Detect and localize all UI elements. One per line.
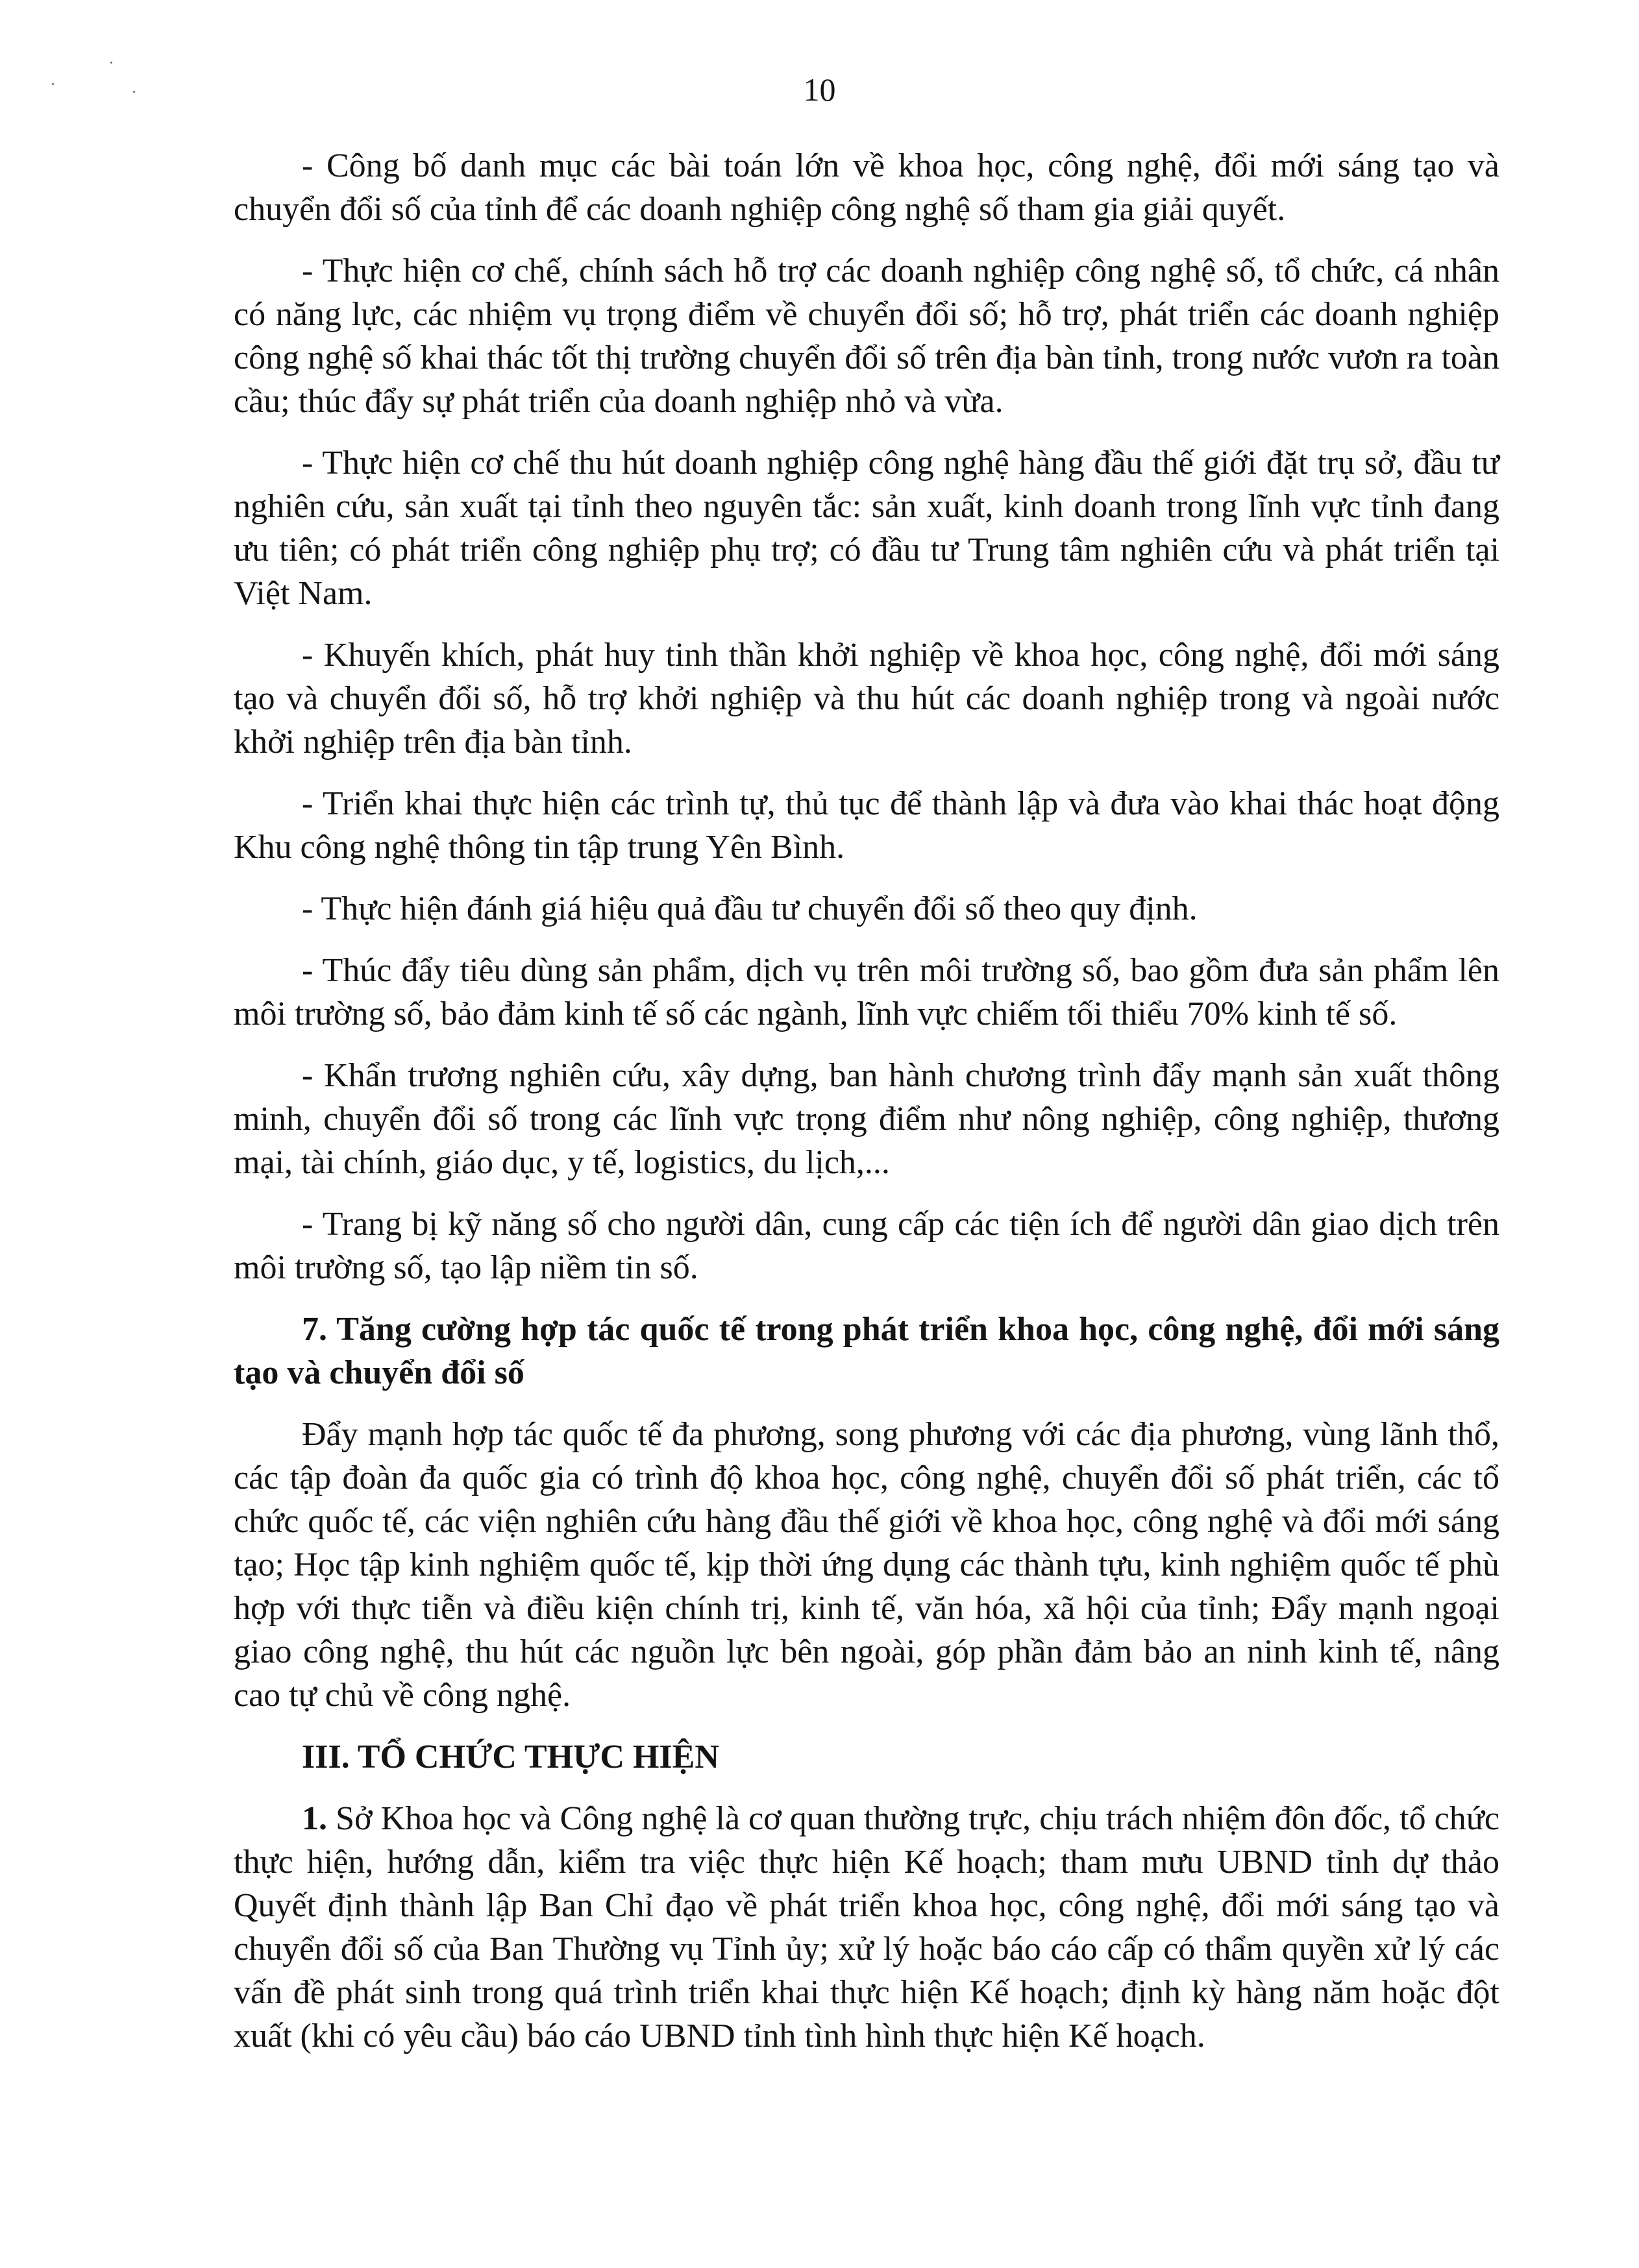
bullet-paragraph: - Khẩn trương nghiên cứu, xây dựng, ban hành chương trình đẩy mạnh sản xuất thông minh, chuyển đổi số trong các lĩnh vực trọng điểm như nông nghiệp, công nghiệp, thương mại, tài chính, giáo dục, y tế, logistics, du lịch,... [234,1057,1499,1181]
item-1-number: 1. [302,1800,327,1837]
bullet-paragraph: - Thực hiện đánh giá hiệu quả đầu tư chuyển đổi số theo quy định. [302,890,1198,927]
page-number: 10 [803,71,836,108]
scan-speck [110,62,112,64]
bullet-paragraph: - Thực hiện cơ chế thu hút doanh nghiệp công nghệ hàng đầu thế giới đặt trụ sở, đầu tư nghiên cứu, sản xuất tại tỉnh theo nguyên tắc: sản xuất, kinh doanh trong lĩnh vực tỉnh đang ưu tiên; có phát triển công nghiệp phụ trợ; có đầu tư Trung tâm nghiên cứu và phát triển tại Việt Nam. [234,445,1499,612]
document-body [234,144,1499,2076]
bullet-paragraph: - Triển khai thực hiện các trình tự, thủ tục để thành lập và đưa vào khai thác hoạt động Khu công nghệ thông tin tập trung Yên Bình. [234,785,1499,866]
item-7-heading: 7. Tăng cường hợp tác quốc tế trong phát triển khoa học, công nghệ, đổi mới sáng tạo và chuyển đổi số [234,1311,1499,1391]
bullet-paragraph: - Thực hiện cơ chế, chính sách hỗ trợ các doanh nghiệp công nghệ số, tổ chức, cá nhân có năng lực, các nhiệm vụ trọng điểm về chuyển đổi số; hỗ trợ, phát triển các doanh nghiệp công nghệ số khai thác tốt thị trường chuyển đổi số trên địa bàn tỉnh, trong nước vươn ra toàn cầu; thúc đẩy sự phát triển của doanh nghiệp nhỏ và vừa. [234,252,1499,420]
bullet-paragraph: - Trang bị kỹ năng số cho người dân, cung cấp các tiện ích để người dân giao dịch trên môi trường số, tạo lập niềm tin số. [234,1206,1499,1286]
bullet-paragraph: - Khuyến khích, phát huy tinh thần khởi nghiệp về khoa học, công nghệ, đổi mới sáng tạo và chuyển đổi số, hỗ trợ khởi nghiệp và thu hút các doanh nghiệp trong và ngoài nước khởi nghiệp trên địa bàn tỉnh. [234,637,1499,761]
item-1-paragraph [234,1797,1499,2058]
section-heading: III. TỔ CHỨC THỰC HIỆN [302,1738,719,1775]
item-1-text: Sở Khoa học và Công nghệ là cơ quan thường trực, chịu trách nhiệm đôn đốc, tổ chức thực hiện, hướng dẫn, kiểm tra việc thực hiện Kế hoạch; tham mưu UBND tỉnh dự thảo Quyết định thành lập Ban Chỉ đạo về phát triển khoa học, công nghệ, đổi mới sáng tạo và chuyển đổi số của Ban Thường vụ Tỉnh ủy; xử lý hoặc báo cáo cấp có thẩm quyền xử lý các vấn đề phát sinh trong quá trình triển khai thực hiện Kế hoạch; định kỳ hàng năm hoặc đột xuất (khi có yêu cầu) báo cáo UBND tỉnh tình hình thực hiện Kế hoạch. [234,1800,1499,2055]
bullet-paragraph: - Thúc đẩy tiêu dùng sản phẩm, dịch vụ trên môi trường số, bao gồm đưa sản phẩm lên môi trường số, bảo đảm kinh tế số các ngành, lĩnh vực chiếm tối thiểu 70% kinh tế số. [234,952,1499,1032]
bullet-paragraph: - Công bố danh mục các bài toán lớn về khoa học, công nghệ, đổi mới sáng tạo và chuyển đổi số của tỉnh để các doanh nghiệp công nghệ số tham gia giải quyết. [234,147,1499,228]
item-7-body: Đẩy mạnh hợp tác quốc tế đa phương, song phương với các địa phương, vùng lãnh thổ, các tập đoàn đa quốc gia có trình độ khoa học, công nghệ, chuyển đổi số phát triển, các tổ chức quốc tế, các viện nghiên cứu hàng đầu thế giới về khoa học, công nghệ và đổi mới sáng tạo; Học tập kinh nghiệm quốc tế, kịp thời ứng dụng các thành tựu, kinh nghiệm quốc tế phù hợp với thực tiễn và điều kiện chính trị, kinh tế, văn hóa, xã hội của tỉnh; Đẩy mạnh ngoại giao công nghệ, thu hút các nguồn lực bên ngoài, góp phần đảm bảo an ninh kinh tế, nâng cao tự chủ về công nghệ. [234,1416,1499,1714]
